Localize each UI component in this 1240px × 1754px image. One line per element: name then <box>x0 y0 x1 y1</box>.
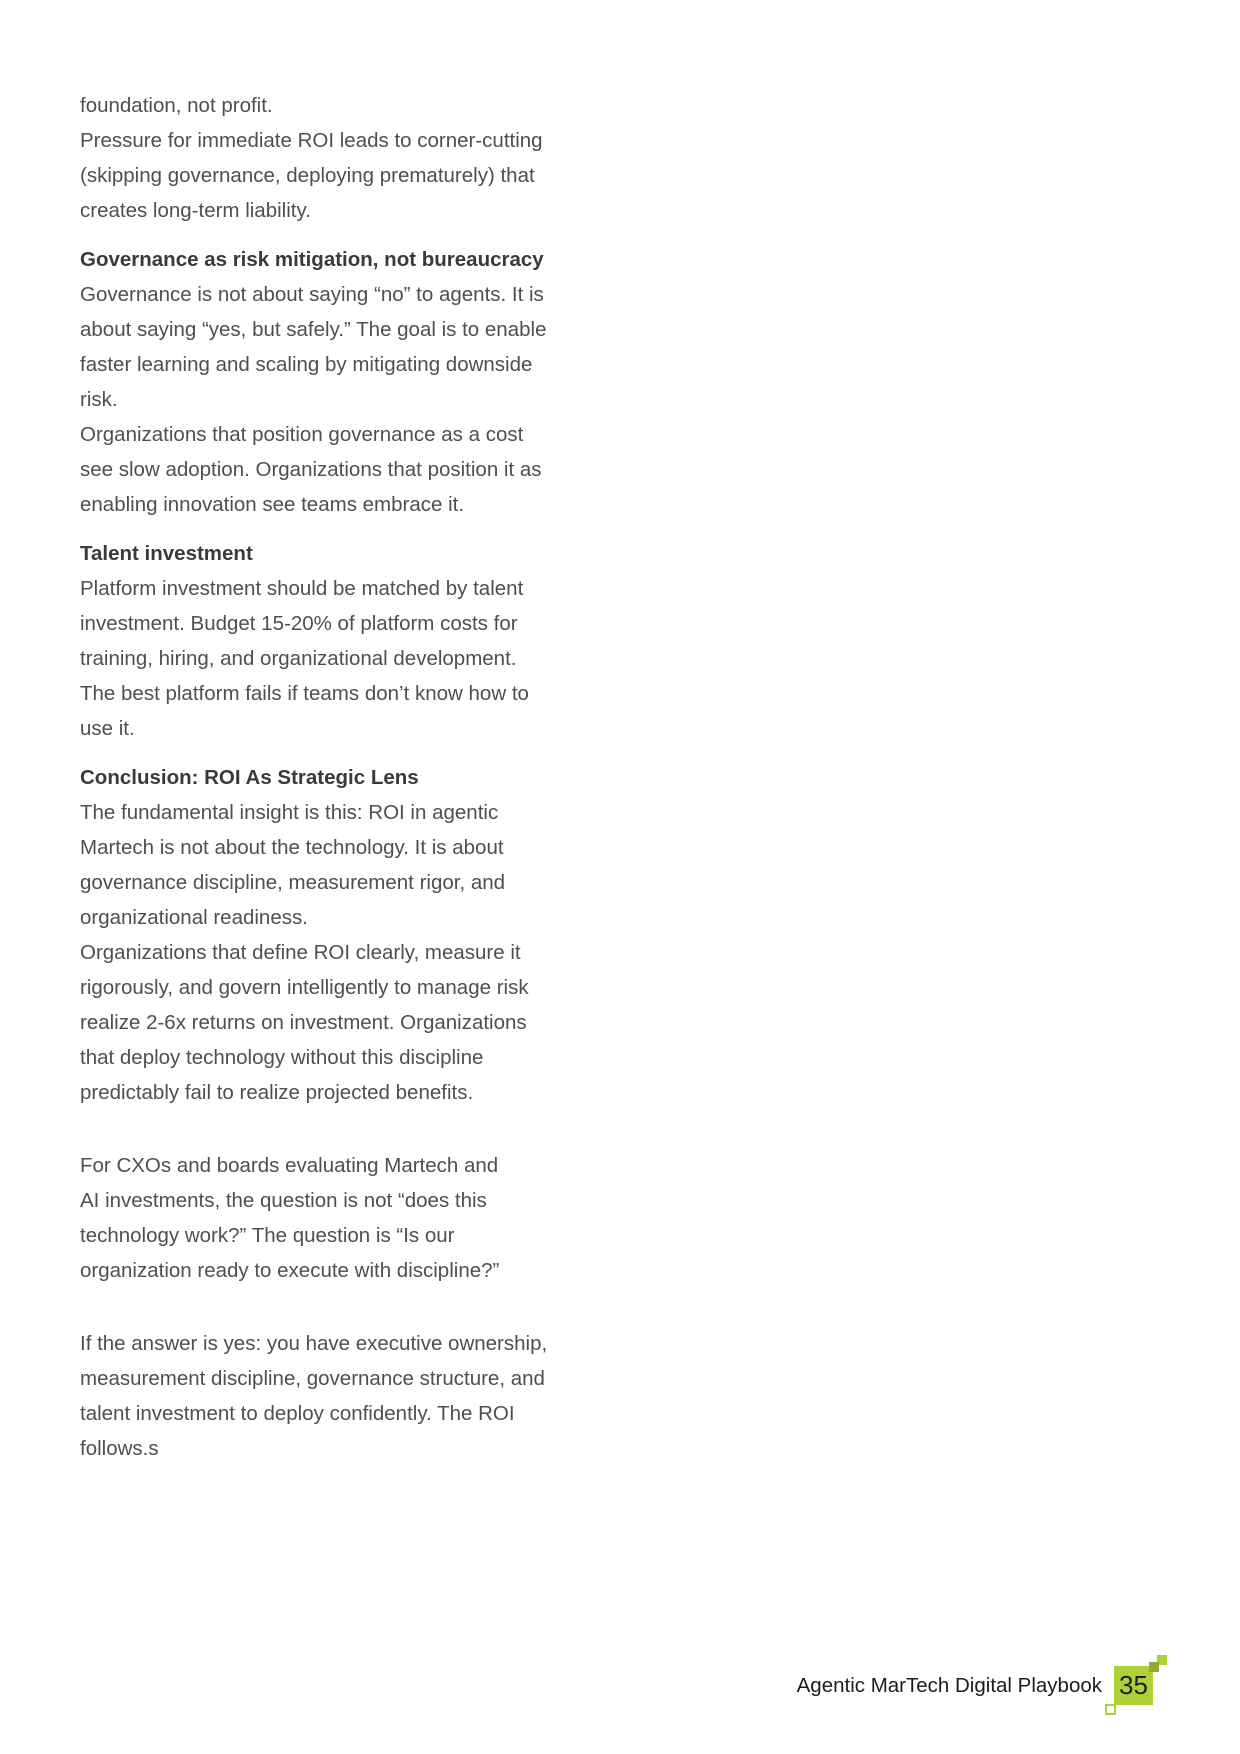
text-line: Platform investment should be matched by talent <box>80 577 524 600</box>
section <box>80 536 700 746</box>
paragraph <box>80 88 700 228</box>
badge-accent-square-outline <box>1105 1704 1116 1715</box>
page-number-badge <box>1114 1666 1153 1705</box>
badge-accent-square-corner <box>1149 1662 1159 1672</box>
section-heading: Governance as risk mitigation, not bureaucracy <box>80 248 544 271</box>
text-line: that deploy technology without this discipline <box>80 1046 484 1069</box>
text-line: Pressure for immediate ROI leads to corner-cutting <box>80 129 543 152</box>
section-heading: Talent investment <box>80 542 253 565</box>
text-line: investment. Budget 15-20% of platform costs for <box>80 612 518 635</box>
text-line: faster learning and scaling by mitigating downside <box>80 353 533 376</box>
text-line: (skipping governance, deploying prematurely) that <box>80 164 535 187</box>
text-line: realize 2-6x returns on investment. Organizations <box>80 1011 527 1034</box>
text-line: The best platform fails if teams don’t know how to <box>80 682 529 705</box>
text-line: rigorously, and govern intelligently to manage risk <box>80 976 529 999</box>
text-line: governance discipline, measurement rigor, and <box>80 871 506 894</box>
text-line: Organizations that position governance as a cost <box>80 423 524 446</box>
text-line: enabling innovation see teams embrace it. <box>80 493 465 516</box>
text-line: use it. <box>80 717 135 740</box>
section-heading: Conclusion: ROI As Strategic Lens <box>80 766 419 789</box>
text-line: follows.s <box>80 1437 159 1460</box>
text-line: see slow adoption. Organizations that position it as <box>80 458 542 481</box>
text-line: risk. <box>80 388 118 411</box>
text-line: Martech is not about the technology. It is about <box>80 836 504 859</box>
text-line: AI investments, the question is not “does this <box>80 1189 487 1212</box>
paragraph <box>80 1326 700 1466</box>
page-content <box>80 88 700 1466</box>
text-line: predictably fail to realize projected benefits. <box>80 1081 474 1104</box>
text-line: organizational readiness. <box>80 906 308 929</box>
text-line: The fundamental insight is this: ROI in agentic <box>80 801 499 824</box>
page-number: 35 <box>1119 1670 1148 1700</box>
text-line: foundation, not profit. <box>80 94 273 117</box>
text-line: If the answer is yes: you have executive ownership, <box>80 1332 548 1355</box>
text-line: creates long-term liability. <box>80 199 311 222</box>
text-line: organization ready to execute with discipline?” <box>80 1259 500 1282</box>
text-line: about saying “yes, but safely.” The goal is to enable <box>80 318 547 341</box>
text-line: talent investment to deploy confidently. The ROI <box>80 1402 515 1425</box>
footer-title: Agentic MarTech Digital Playbook <box>796 1674 1102 1697</box>
text-line: technology work?” The question is “Is our <box>80 1224 455 1247</box>
section <box>80 242 700 522</box>
text-line: Organizations that define ROI clearly, measure it <box>80 941 521 964</box>
text-line: For CXOs and boards evaluating Martech and <box>80 1154 499 1177</box>
text-line: measurement discipline, governance structure, and <box>80 1367 545 1390</box>
text-line: training, hiring, and organizational development. <box>80 647 517 670</box>
text-line: Governance is not about saying “no” to agents. It is <box>80 283 544 306</box>
section <box>80 760 700 1110</box>
paragraph <box>80 1148 700 1288</box>
